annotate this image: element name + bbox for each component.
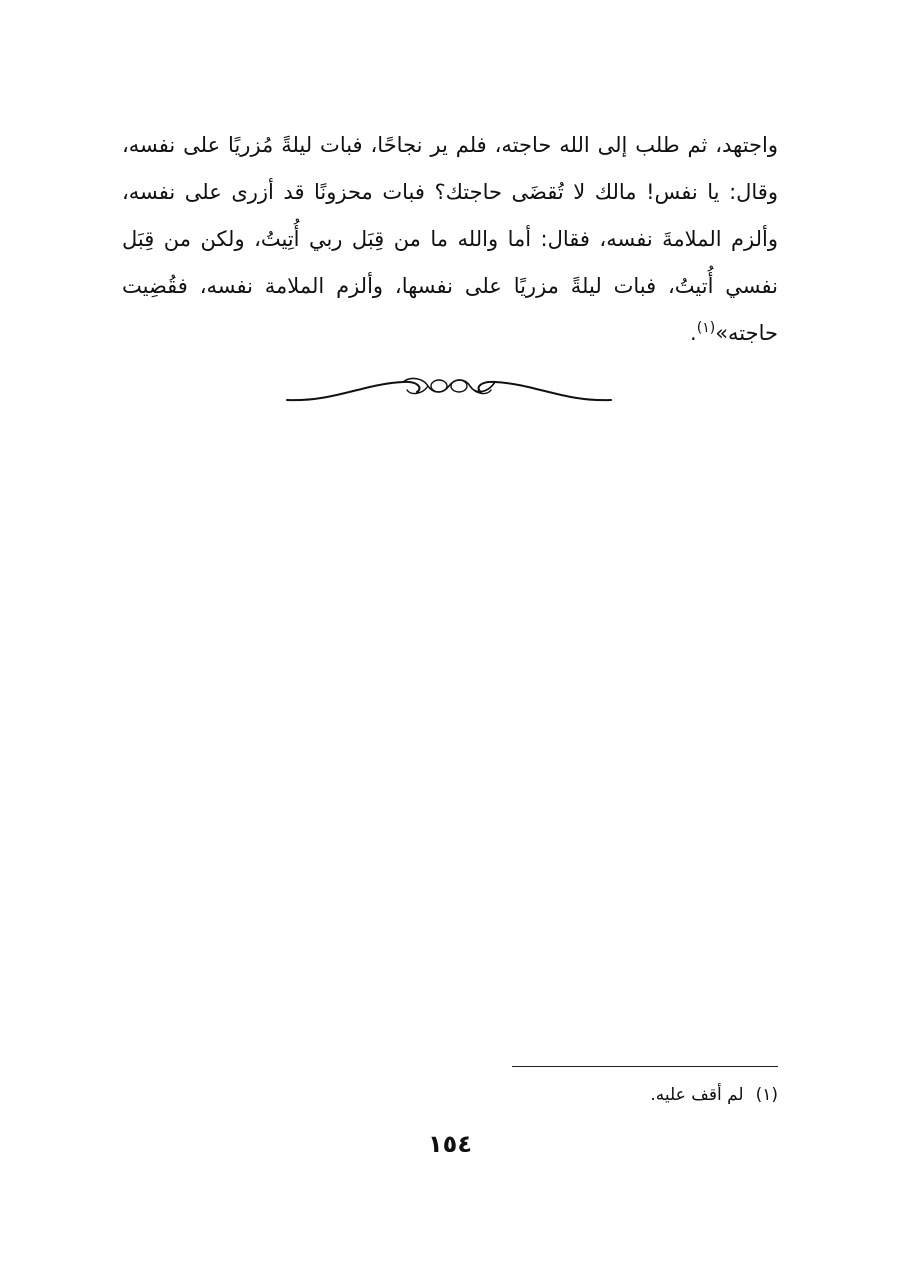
footnote-separator-rule: [512, 1066, 778, 1067]
paragraph-line-text: حاجته»: [715, 321, 778, 345]
main-paragraph: [122, 122, 778, 357]
paragraph-line: وقال: يا نفس! مالك لا تُقضَى حاجتك؟ فبات محزونًا قد أزرى على نفسه،: [122, 180, 778, 204]
paragraph-line: نفسي أُتيتُ، فبات ليلةً مزريًا على نفسها، وألزم الملامة نفسه، فقُضِيت: [122, 274, 778, 298]
sentence-end-mark: .: [690, 321, 697, 345]
paragraph-line: واجتهد، ثم طلب إلى الله حاجته، فلم ير نجاحًا، فبات ليلةً مُزريًا على نفسه،: [122, 133, 778, 157]
page-number: ١٥٤: [428, 1130, 472, 1158]
paragraph-last-line: [122, 310, 778, 357]
footnote-text: لم أقف عليه.: [650, 1085, 744, 1105]
footnote-reference: (١): [696, 320, 716, 336]
paragraph-line: وألزم الملامةَ نفسه، فقال: أما والله ما من قِبَل ربي أُتِيتُ، ولكن من قِبَل: [122, 227, 778, 251]
footnote-number: (١): [755, 1085, 778, 1105]
section-divider-ornament: [283, 370, 615, 410]
footnote: [400, 1080, 778, 1110]
